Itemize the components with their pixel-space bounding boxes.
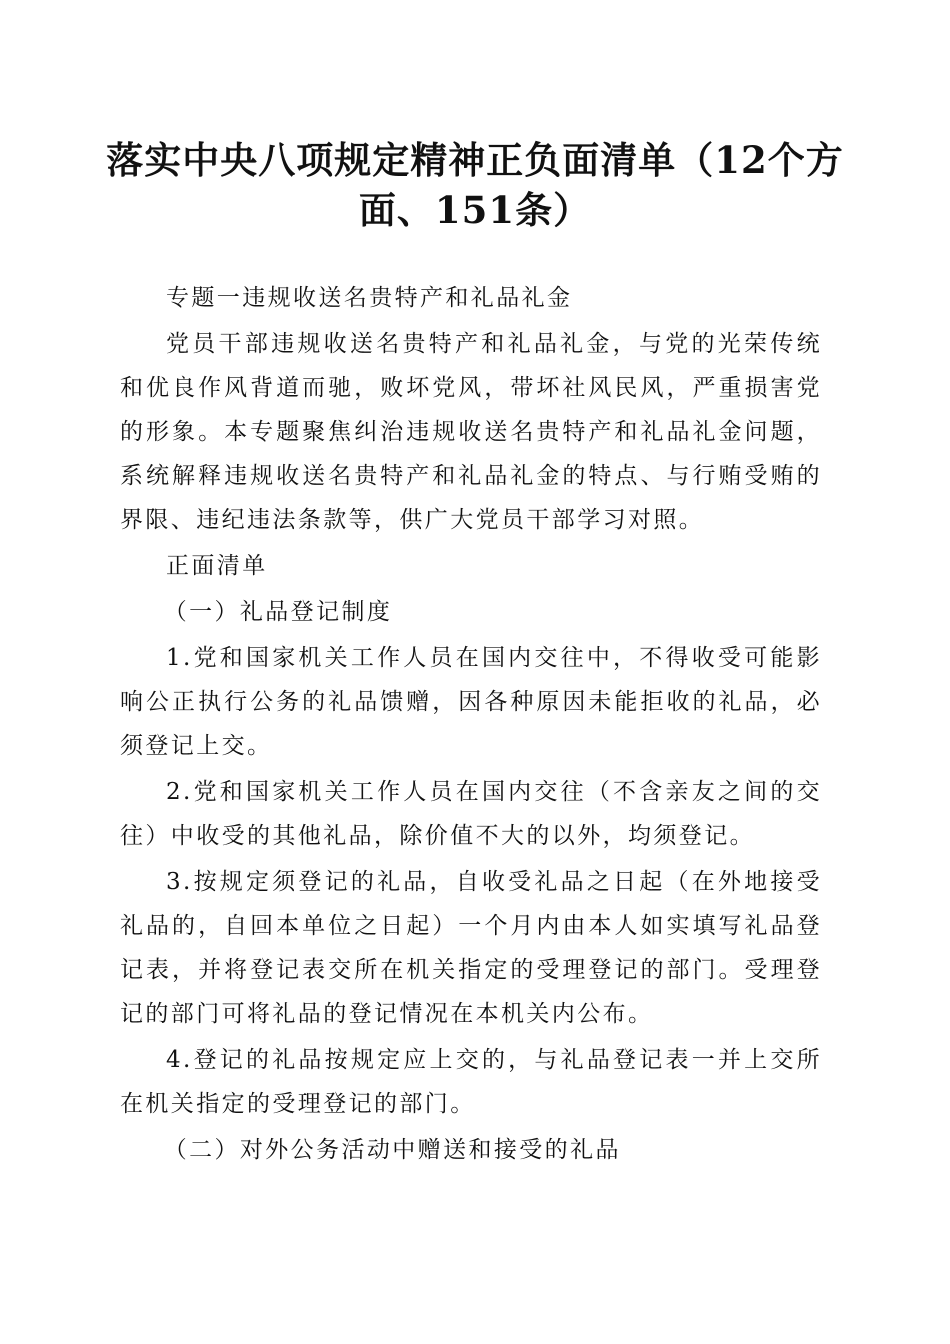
clause-1: 1.党和国家机关工作人员在国内交往中，不得收受可能影响公正执行公务的礼品馈赠，因各种原因未能拒收的礼品，必须登记上交。 — [120, 645, 822, 759]
section-heading-foreign-gifts: （二）对外公务活动中赠送和接受的礼品 — [163, 1137, 621, 1163]
clause-4: 4.登记的礼品按规定应上交的，与礼品登记表一并上交所在机关指定的受理登记的部门。 — [120, 1047, 822, 1117]
section-heading-gift-registration: （一）礼品登记制度 — [163, 599, 393, 625]
topic-heading: 专题一违规收送名贵特产和礼品礼金 — [166, 285, 573, 311]
document-title: 落实中央八项规定精神正负面清单（12个方面、151条） — [106, 138, 844, 232]
intro-paragraph: 党员干部违规收送名贵特产和礼品礼金，与党的光荣传统和优良作风背道而驰，败坏党风，带坏社风民风，严重损害党的形象。本专题聚焦纠治违规收送名贵特产和礼品礼金问题，系统解释违规收送名贵特产和礼品礼金的特点、与行贿受贿的界限、违纪违法条款等，供广大党员干部学习对照。 — [120, 331, 822, 533]
clause-2: 2.党和国家机关工作人员在国内交往（不含亲友之间的交往）中收受的其他礼品，除价值不大的以外，均须登记。 — [120, 779, 822, 849]
positive-list-heading: 正面清单 — [166, 553, 268, 579]
clause-3: 3.按规定须登记的礼品，自收受礼品之日起（在外地接受礼品的，自回本单位之日起）一个月内由本人如实填写礼品登记表，并将登记表交所在机关指定的受理登记的部门。受理登记的部门可将礼品的登记情况在本机关内公布。 — [120, 869, 822, 1027]
document-body — [120, 276, 822, 1174]
